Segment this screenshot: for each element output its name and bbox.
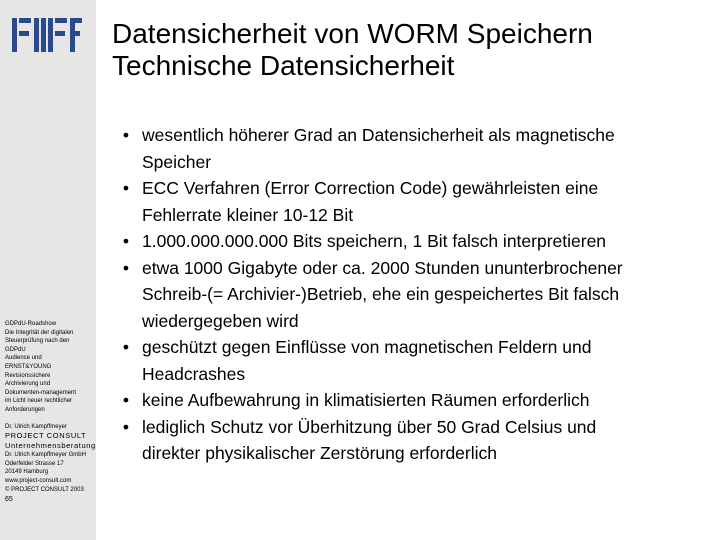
- sidebar-company: PROJECT CONSULT: [5, 431, 87, 441]
- sidebar-division: Unternehmensberatung: [5, 441, 96, 451]
- bullet-line: Headcrashes: [142, 363, 246, 384]
- sidebar-text: [5, 320, 96, 505]
- slide-title: [112, 18, 712, 82]
- sidebar-line: ERNST&YOUNG: [5, 363, 52, 370]
- sidebar-line: Revisionssichere: [5, 372, 51, 379]
- sidebar-line: Dokumenten-management: [5, 389, 77, 396]
- bullet-line: lediglich Schutz vor Überhitzung über 50 Grad Celsius und: [142, 416, 597, 437]
- sidebar-line: im Licht neuer rechtlicher: [5, 398, 73, 405]
- sidebar-line: © PROJECT CONSULT 2003: [5, 486, 84, 493]
- bullet-line: ECC Verfahren (Error Correction Code) gewährleisten eine: [142, 178, 599, 198]
- bullet-line: direkter physikalischer Zerstörung erforderlich: [142, 443, 497, 463]
- sidebar-line: Anforderungen: [5, 406, 45, 413]
- bullet-dot-icon: •: [122, 125, 130, 145]
- sidebar-line: GDPdU: [5, 346, 26, 353]
- sidebar-line: Oderfelder Strasse 17: [5, 460, 64, 467]
- sidebar-line: Audience und: [5, 355, 42, 362]
- sidebar-line: Die Integrität der digitalen: [5, 329, 74, 336]
- bullet-dot-icon: •: [122, 231, 130, 251]
- sidebar-line: www.project-consult.com: [5, 477, 72, 484]
- bullet-item: [110, 175, 710, 228]
- bullet-dot-icon: •: [122, 390, 130, 410]
- project-consult-logo-icon: [12, 18, 82, 52]
- slide-title-line-1: Datensicherheit von WORM Speichern: [112, 18, 593, 49]
- sidebar-author: Dr. Ulrich Kampffmeyer: [5, 423, 67, 430]
- sidebar-line: 20149 Hamburg: [5, 469, 49, 476]
- bullet-dot-icon: •: [122, 416, 130, 437]
- sidebar-line: Archivierung und: [5, 381, 51, 388]
- bullet-item: [110, 255, 710, 335]
- bullet-line: Speicher: [142, 151, 212, 172]
- bullet-item: [110, 228, 710, 255]
- slide-title-line-2: Technische Datensicherheit: [112, 50, 455, 81]
- bullet-line: etwa 1000 Gigabyte oder ca. 2000 Stunden ununterbrochener: [142, 257, 623, 278]
- sidebar-line: Steuerprüfung nach den: [5, 338, 70, 345]
- sidebar: [0, 0, 96, 540]
- bullet-line: geschützt gegen Einflüsse von magnetischen Feldern und: [142, 337, 592, 357]
- bullet-item: [110, 414, 710, 467]
- bullet-item: [110, 122, 710, 175]
- bullet-item: [110, 387, 710, 414]
- page-number: 65: [5, 496, 13, 504]
- sidebar-line: GDPdU-Roadshow: [5, 321, 57, 327]
- bullet-item: [110, 334, 710, 387]
- bullet-line: wesentlich höherer Grad an Datensicherheit als magnetische: [142, 125, 615, 145]
- bullet-line: keine Aufbewahrung in klimatisierten Räumen erforderlich: [142, 390, 590, 410]
- bullet-dot-icon: •: [122, 257, 130, 278]
- sidebar-line: Dr. Ulrich Kampffmeyer GmbH: [5, 452, 86, 459]
- sidebar-lines-a: [5, 320, 93, 415]
- bullet-line: Schreib-(= Archivier-)Betrieb, ehe ein gespeichertes Bit falsch: [142, 284, 620, 304]
- sidebar-lines-b: [5, 451, 93, 494]
- bullet-line: Fehlerrate kleiner 10-12 Bit: [142, 204, 354, 225]
- bullet-line: 1.000.000.000.000 Bits speichern, 1 Bit falsch interpretieren: [142, 231, 607, 251]
- bullet-list: [110, 122, 710, 467]
- bullet-dot-icon: •: [122, 178, 130, 198]
- bullet-line: wiedergegeben wird: [142, 310, 299, 331]
- bullet-dot-icon: •: [122, 337, 130, 357]
